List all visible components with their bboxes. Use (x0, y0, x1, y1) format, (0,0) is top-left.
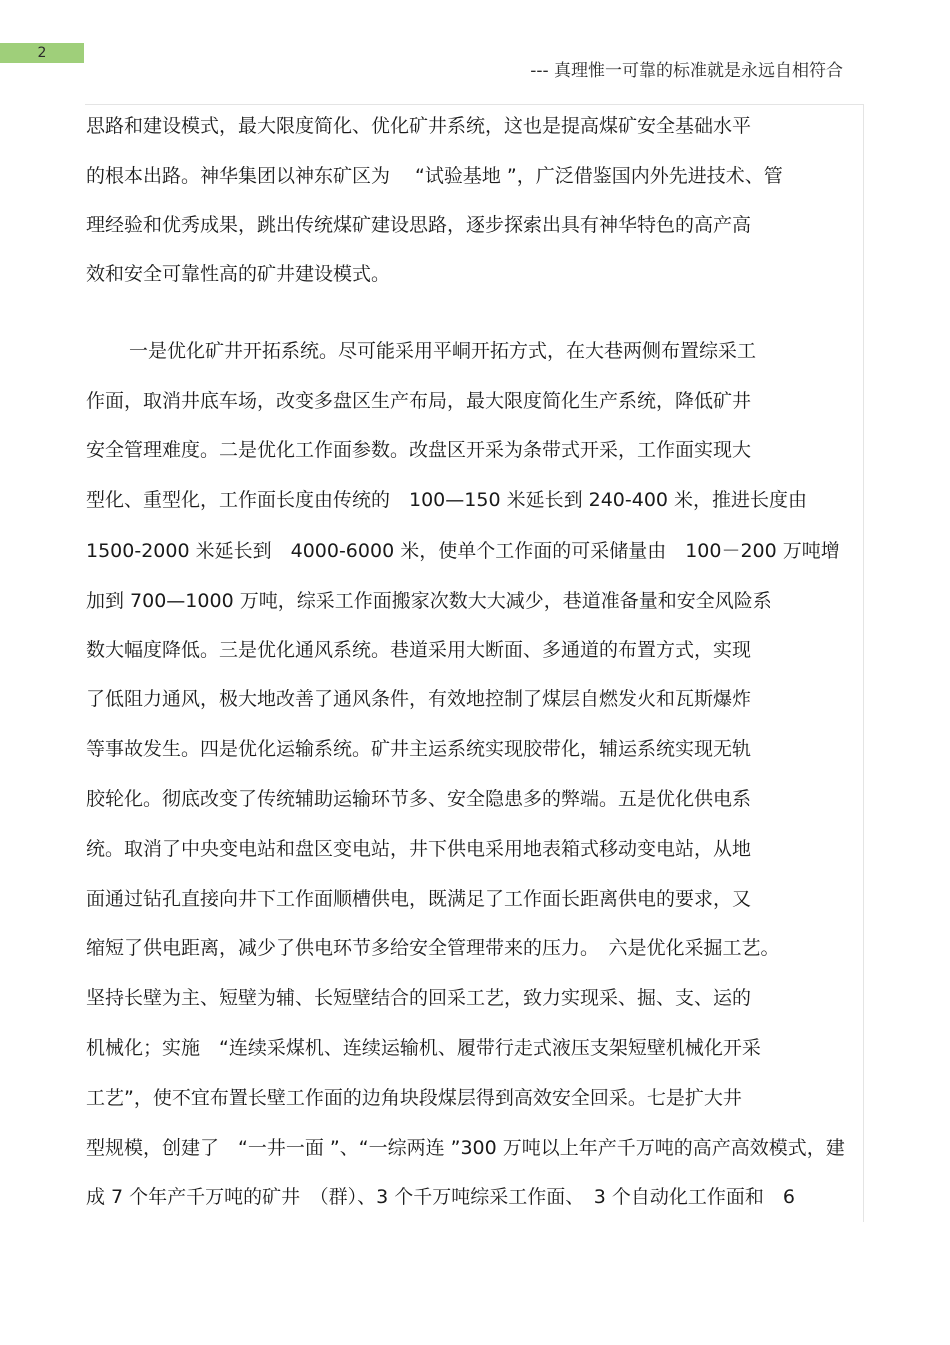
header-motto: --- 真理惟一可靠的标准就是永远自相符合 (530, 61, 843, 81)
body-line: 型化、重型化，工作面长度由传统的 100—150 米延长到 240-400 米，推进长度由 (86, 489, 808, 511)
body-line: 型规模，创建了 “一井一面 ”、“一综两连 ”300 万吨以上年产千万吨的高产高效模式，建 (86, 1137, 845, 1159)
body-line: 坚持长壁为主、短壁为辅、长短壁结合的回采工艺，致力实现采、掘、支、运的 (86, 987, 752, 1009)
body-line: 了低阻力通风，极大地改善了通风条件，有效地控制了煤层自燃发火和瓦斯爆炸 (86, 688, 752, 710)
body-line: 统。取消了中央变电站和盘区变电站，井下供电采用地表箱式移动变电站，从地 (86, 838, 752, 860)
body-line: 思路和建设模式，最大限度简化、优化矿井系统，这也是提高煤矿安全基础水平 (86, 115, 752, 137)
body-line: 机械化；实施 “连续采煤机、连续运输机、履带行走式液压支架短壁机械化开采 (86, 1037, 761, 1059)
page-number-tab: 2 (0, 43, 84, 63)
body-line: 工艺”，使不宜布置长壁工作面的边角块段煤层得到高效安全回采。七是扩大井 (86, 1087, 742, 1109)
body-line: 缩短了供电距离，减少了供电环节多给安全管理带来的压力。 六是优化采掘工艺。 (86, 937, 780, 959)
body-line: 等事故发生。四是优化运输系统。矿井主运系统实现胶带化，辅运系统实现无轨 (86, 738, 752, 760)
body-line: 效和安全可靠性高的矿井建设模式。 (86, 263, 391, 285)
body-line: 的根本出路。神华集团以神东矿区为 “试验基地 ”，广泛借鉴国内外先进技术、管 (86, 165, 783, 187)
body-line: 作面，取消井底车场，改变多盘区生产布局，最大限度简化生产系统，降低矿井 (86, 390, 752, 412)
body-line: 加到 700—1000 万吨，综采工作面搬家次数大大减少，巷道准备量和安全风险系 (86, 590, 772, 612)
body-line: 成 7 个年产千万吨的矿井 （群）、3 个千万吨综采工作面、 3 个自动化工作面和 6 (86, 1186, 796, 1208)
body-line: 一是优化矿井开拓系统。尽可能采用平峒开拓方式，在大巷两侧布置综采工 (110, 340, 757, 362)
body-line: 面通过钻孔直接向井下工作面顺槽供电，既满足了工作面长距离供电的要求，又 (86, 888, 752, 910)
body-line: 安全管理难度。二是优化工作面参数。改盘区开采为条带式开采，工作面实现大 (86, 439, 752, 461)
body-line: 数大幅度降低。三是优化通风系统。巷道采用大断面、多通道的布置方式，实现 (86, 639, 752, 661)
body-line: 胶轮化。彻底改变了传统辅助运输环节多、安全隐患多的弊端。五是优化供电系 (86, 788, 752, 810)
body-line: 理经验和优秀成果，跳出传统煤矿建设思路，逐步探索出具有神华特色的高产高 (86, 214, 752, 236)
body-line: 1500-2000 米延长到 4000-6000 米，使单个工作面的可采储量由 100－200 万吨增 (86, 540, 840, 562)
